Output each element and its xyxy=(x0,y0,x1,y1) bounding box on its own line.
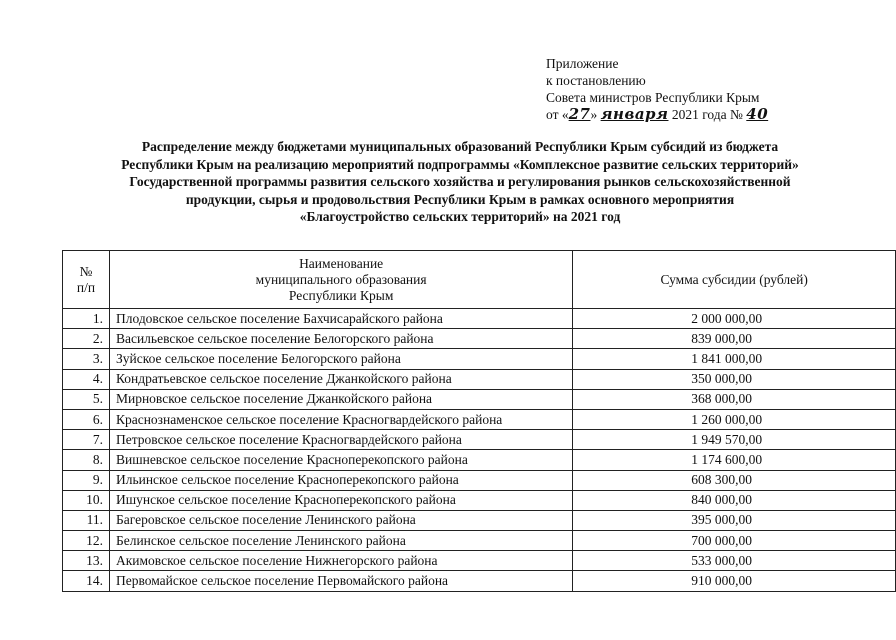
row-name: Ишунское сельское поселение Красноперекопского района xyxy=(109,490,572,510)
row-num: 7. xyxy=(63,430,110,450)
row-num: 1. xyxy=(63,309,110,329)
appendix-line: Совета министров Республики Крым xyxy=(546,90,760,105)
row-name: Акимовское сельское поселение Нижнегорского района xyxy=(109,551,572,571)
row-sum: 533 000,00 xyxy=(573,551,896,571)
row-name: Белинское сельское поселение Ленинского района xyxy=(109,531,572,551)
table-row xyxy=(63,510,896,530)
row-sum: 1 841 000,00 xyxy=(573,349,896,369)
row-name: Васильевское сельское поселение Белогорского района xyxy=(109,329,572,349)
row-sum: 1 174 600,00 xyxy=(573,450,896,470)
row-name: Ильинское сельское поселение Красноперекопского района xyxy=(109,470,572,490)
row-name: Багеровское сельское поселение Ленинского района xyxy=(109,510,572,530)
table-row xyxy=(63,329,896,349)
header-num-line: № xyxy=(79,263,93,279)
table-row xyxy=(63,470,896,490)
row-name: Первомайское сельское поселение Первомайского района xyxy=(109,571,572,591)
row-name: Мирновское сельское поселение Джанкойского района xyxy=(109,389,572,409)
date-prefix: от « xyxy=(546,107,569,122)
table-row xyxy=(63,531,896,551)
row-num: 4. xyxy=(63,369,110,389)
appendix-block xyxy=(546,55,768,123)
date-year: 2021 года № xyxy=(671,107,743,122)
row-name: Кондратьевское сельское поселение Джанкойского района xyxy=(109,369,572,389)
row-num: 14. xyxy=(63,571,110,591)
row-sum: 350 000,00 xyxy=(573,369,896,389)
row-num: 12. xyxy=(63,531,110,551)
table-row xyxy=(63,409,896,429)
header-name xyxy=(109,251,572,309)
header-name-line: Наименование xyxy=(299,255,384,271)
header-num-line: п/п xyxy=(76,279,96,295)
row-name: Вишневское сельское поселение Красноперекопского района xyxy=(109,450,572,470)
heading-line: Распределение между бюджетами муниципальных образований Республики Крым субсидий из бюджета xyxy=(141,139,779,154)
doc-number: 40 xyxy=(746,105,769,123)
subsidy-table xyxy=(62,250,896,592)
row-num: 2. xyxy=(63,329,110,349)
table-row xyxy=(63,369,896,389)
table-row xyxy=(63,450,896,470)
document-heading xyxy=(80,138,840,226)
header-name-line: муниципального образования xyxy=(255,271,427,287)
row-sum: 700 000,00 xyxy=(573,531,896,551)
heading-line: продукции, сырья и продовольствия Республики Крым в рамках основного мероприятия xyxy=(185,191,735,207)
row-name: Зуйское сельское поселение Белогорского района xyxy=(109,349,572,369)
row-name: Петровское сельское поселение Красногвардейского района xyxy=(109,430,572,450)
row-num: 5. xyxy=(63,389,110,409)
row-sum: 395 000,00 xyxy=(573,510,896,530)
appendix-line: Приложение xyxy=(546,56,619,71)
row-sum: 910 000,00 xyxy=(573,571,896,591)
row-sum: 1 260 000,00 xyxy=(573,409,896,429)
table-row xyxy=(63,430,896,450)
row-sum: 2 000 000,00 xyxy=(573,309,896,329)
header-num xyxy=(63,251,110,309)
row-num: 13. xyxy=(63,551,110,571)
appendix-date-line xyxy=(546,106,768,123)
heading-line: Государственной программы развития сельского хозяйства и регулирования рынков сельскохозяйственной xyxy=(129,174,791,189)
row-num: 3. xyxy=(63,349,110,369)
row-sum: 608 300,00 xyxy=(573,470,896,490)
row-num: 9. xyxy=(63,470,110,490)
row-name: Краснознаменское сельское поселение Красногвардейского района xyxy=(109,409,572,429)
row-name: Плодовское сельское поселение Бахчисарайского района xyxy=(109,309,572,329)
header-name-line: Республики Крым xyxy=(288,287,394,303)
date-month: января xyxy=(600,105,669,123)
row-sum: 368 000,00 xyxy=(573,389,896,409)
table-row xyxy=(63,551,896,571)
row-sum: 840 000,00 xyxy=(573,490,896,510)
row-sum: 1 949 570,00 xyxy=(573,430,896,450)
appendix-line: к постановлению xyxy=(546,73,646,88)
row-num: 10. xyxy=(63,490,110,510)
date-day: 27 xyxy=(568,105,591,123)
date-mid: » xyxy=(590,107,598,122)
table-row xyxy=(63,309,896,329)
table-header-row xyxy=(63,251,896,309)
heading-line: Республики Крым на реализацию мероприятий подпрограммы «Комплексное развитие сельских территорий» xyxy=(121,156,799,172)
row-num: 11. xyxy=(63,510,110,530)
table-row xyxy=(63,389,896,409)
table-row xyxy=(63,490,896,510)
row-sum: 839 000,00 xyxy=(573,329,896,349)
table-row xyxy=(63,571,896,591)
row-num: 8. xyxy=(63,450,110,470)
row-num: 6. xyxy=(63,409,110,429)
heading-line: «Благоустройство сельских территорий» на 2021 год xyxy=(299,209,621,224)
table-row xyxy=(63,349,896,369)
header-sum: Сумма субсидии (рублей) xyxy=(573,251,896,309)
